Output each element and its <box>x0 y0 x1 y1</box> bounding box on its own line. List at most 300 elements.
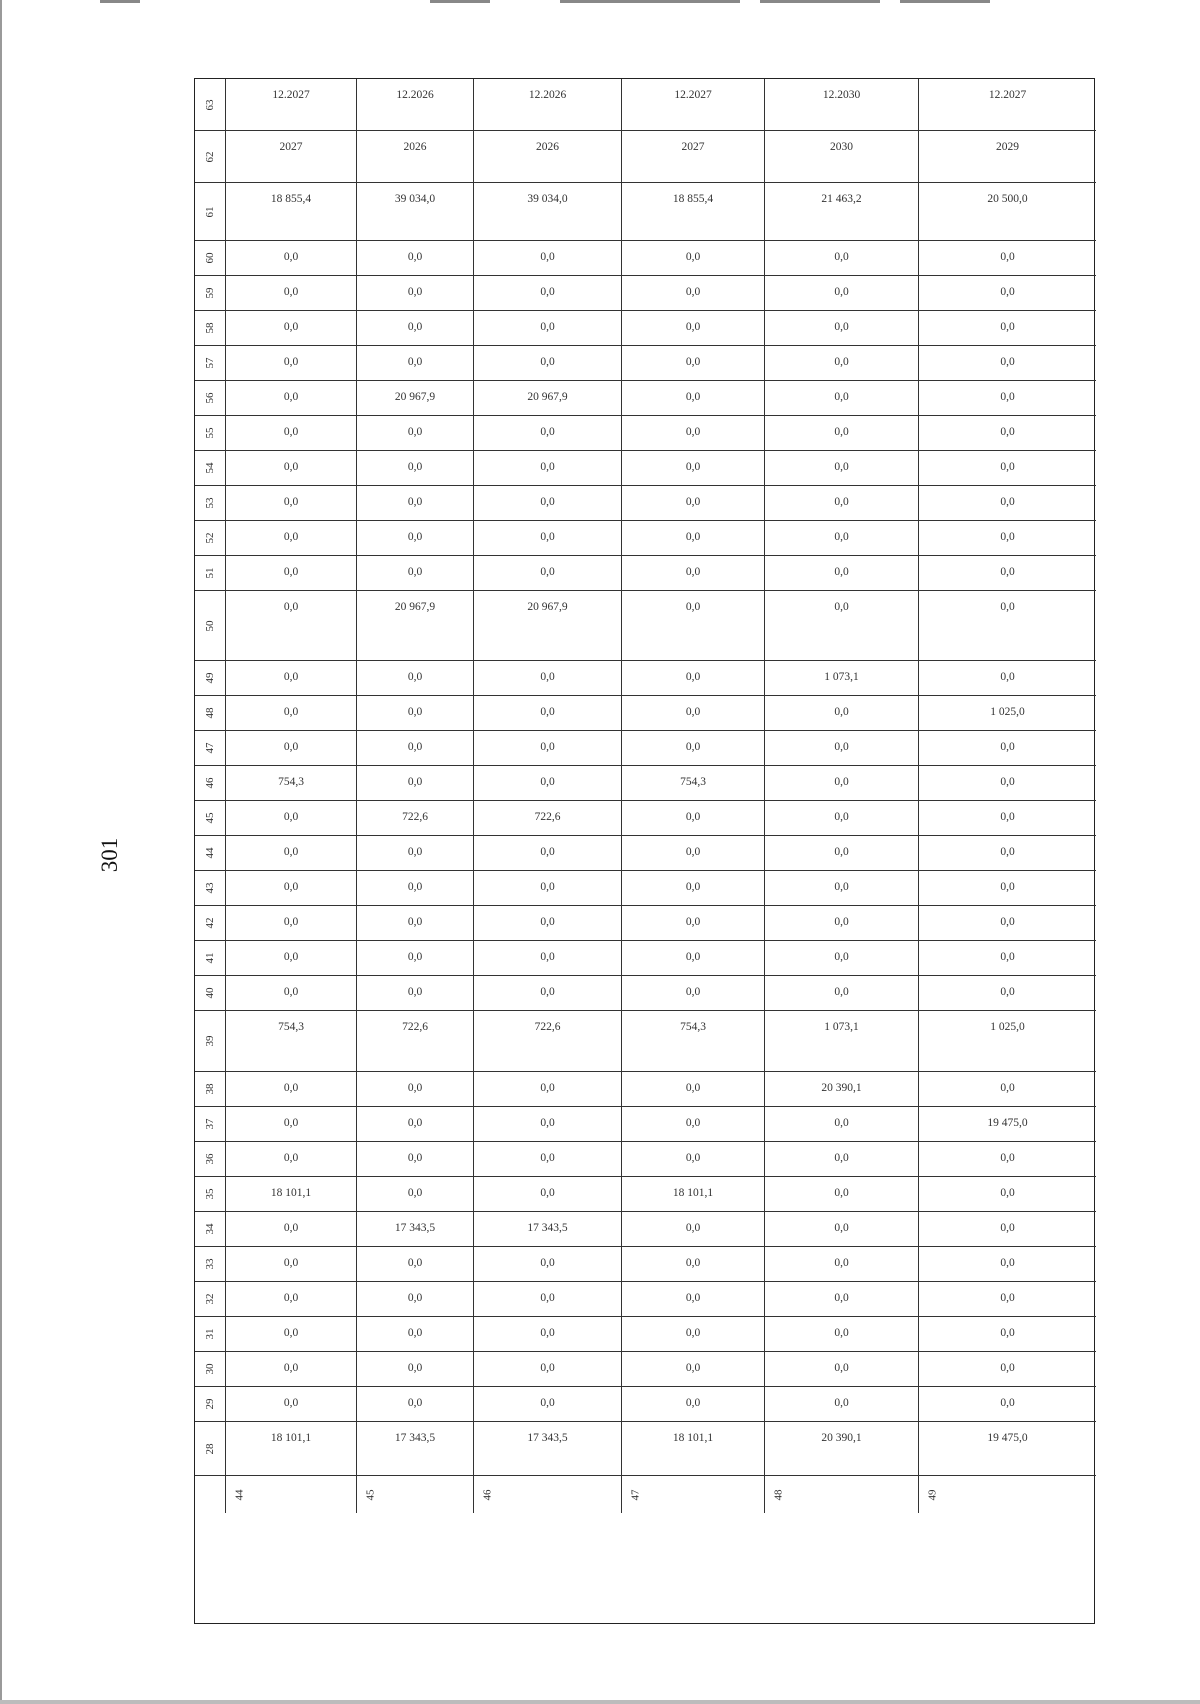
page-edge-left <box>0 0 2 1704</box>
table-cell: 0,0 <box>357 276 474 311</box>
table-cell: 18 101,1 <box>226 1422 357 1476</box>
table-cell: 0,0 <box>622 486 765 521</box>
table-cell: 0,0 <box>474 836 622 871</box>
table-cell: 0,0 <box>765 696 919 731</box>
table-cell: 0,0 <box>622 346 765 381</box>
table-cell: 20 390,1 <box>765 1072 919 1107</box>
table-cell: 0,0 <box>765 766 919 801</box>
table-cell: 0,0 <box>357 766 474 801</box>
table-cell: 0,0 <box>765 801 919 836</box>
row-label-cell <box>195 1011 226 1072</box>
table-cell: 12.2026 <box>357 79 474 131</box>
row-label: 45 <box>204 812 216 824</box>
table-cell: 0,0 <box>919 836 1096 871</box>
table-cell: 0,0 <box>622 241 765 276</box>
table-cell: 0,0 <box>226 591 357 661</box>
table-cell: 0,0 <box>765 1247 919 1282</box>
table-cell: 0,0 <box>226 1352 357 1387</box>
table-cell: 0,0 <box>765 416 919 451</box>
table-cell: 0,0 <box>226 801 357 836</box>
row-label: 31 <box>204 1328 216 1340</box>
table-cell: 0,0 <box>919 556 1096 591</box>
table-cell: 0,0 <box>765 1177 919 1212</box>
table-cell: 0,0 <box>919 241 1096 276</box>
row-label-cell <box>195 696 226 731</box>
table-cell: 0,0 <box>919 1352 1096 1387</box>
table-cell: 2027 <box>622 131 765 183</box>
table-cell: 0,0 <box>474 976 622 1011</box>
table-cell: 0,0 <box>919 1387 1096 1422</box>
table-cell: 0,0 <box>765 591 919 661</box>
table-cell: 17 343,5 <box>474 1422 622 1476</box>
table-cell: 0,0 <box>474 556 622 591</box>
table-cell: 0,0 <box>919 276 1096 311</box>
row-label-cell <box>195 731 226 766</box>
table-cell: 18 855,4 <box>226 183 357 241</box>
table-cell: 0,0 <box>226 1387 357 1422</box>
table-cell: 0,0 <box>765 1352 919 1387</box>
table-cell: 0,0 <box>622 1282 765 1317</box>
table-cell: 0,0 <box>919 1142 1096 1177</box>
row-label-cell <box>195 346 226 381</box>
table-cell: 0,0 <box>765 276 919 311</box>
table-cell: 17 343,5 <box>357 1422 474 1476</box>
table-cell: 0,0 <box>226 311 357 346</box>
row-label-cell <box>195 79 226 131</box>
table-cell: 2026 <box>474 131 622 183</box>
table-cell: 2029 <box>919 131 1096 183</box>
row-label: 62 <box>204 151 216 162</box>
table-cell: 0,0 <box>622 836 765 871</box>
table-cell: 0,0 <box>474 241 622 276</box>
row-label: 47 <box>204 742 216 754</box>
footer-column-number: 44 <box>233 1489 246 1500</box>
row-label-cell <box>195 556 226 591</box>
row-label-cell <box>195 1107 226 1142</box>
table-cell: 0,0 <box>919 1317 1096 1352</box>
row-label-cell <box>195 486 226 521</box>
table-cell: 0,0 <box>357 1107 474 1142</box>
table-cell: 0,0 <box>919 1282 1096 1317</box>
table-cell: 0,0 <box>765 976 919 1011</box>
row-label: 53 <box>204 497 216 509</box>
row-label: 58 <box>204 322 216 334</box>
table-cell: 0,0 <box>357 661 474 696</box>
table-cell: 0,0 <box>622 731 765 766</box>
table-cell: 0,0 <box>357 1317 474 1352</box>
table-cell: 20 967,9 <box>357 381 474 416</box>
table-cell: 0,0 <box>622 976 765 1011</box>
row-label: 61 <box>204 206 216 217</box>
row-label: 50 <box>204 620 216 631</box>
table-cell: 0,0 <box>765 941 919 976</box>
table-cell: 0,0 <box>474 1352 622 1387</box>
row-label-cell <box>195 976 226 1011</box>
row-label: 63 <box>204 99 216 110</box>
row-label-cell <box>195 906 226 941</box>
table-cell: 0,0 <box>622 1317 765 1352</box>
footer-column-number: 48 <box>772 1489 785 1500</box>
table-cell: 0,0 <box>919 871 1096 906</box>
table-cell: 0,0 <box>765 906 919 941</box>
row-label: 36 <box>204 1153 216 1165</box>
row-label-cell <box>195 1212 226 1247</box>
row-label-cell <box>195 276 226 311</box>
table-cell: 0,0 <box>474 1177 622 1212</box>
table-cell: 0,0 <box>226 941 357 976</box>
table-cell: 0,0 <box>474 1072 622 1107</box>
table-cell: 0,0 <box>919 486 1096 521</box>
row-label-cell <box>195 871 226 906</box>
row-label: 43 <box>204 882 216 894</box>
table-cell: 0,0 <box>357 416 474 451</box>
table-cell: 0,0 <box>357 836 474 871</box>
table-cell: 0,0 <box>622 1072 765 1107</box>
table-cell: 0,0 <box>226 486 357 521</box>
table-cell: 0,0 <box>226 661 357 696</box>
table-cell: 0,0 <box>622 1352 765 1387</box>
table-cell: 754,3 <box>622 766 765 801</box>
row-label-cell <box>195 1422 226 1476</box>
table-cell: 0,0 <box>765 521 919 556</box>
table-cell: 0,0 <box>357 906 474 941</box>
row-label: 34 <box>204 1223 216 1235</box>
footer-column-number: 45 <box>364 1489 377 1500</box>
row-label-cell <box>195 1177 226 1212</box>
data-table <box>194 78 1095 1624</box>
table-cell: 0,0 <box>765 241 919 276</box>
table-cell: 0,0 <box>622 521 765 556</box>
footer-column-cell <box>474 1476 622 1513</box>
table-cell: 0,0 <box>474 1142 622 1177</box>
table-cell: 0,0 <box>474 1247 622 1282</box>
page-edge-bottom <box>0 1700 1200 1704</box>
table-cell: 0,0 <box>357 486 474 521</box>
row-label-cell <box>195 591 226 661</box>
table-cell: 0,0 <box>622 276 765 311</box>
row-label: 42 <box>204 917 216 929</box>
table-cell: 0,0 <box>919 346 1096 381</box>
table-cell: 722,6 <box>474 801 622 836</box>
row-label: 28 <box>204 1443 216 1454</box>
table-cell: 0,0 <box>765 1142 919 1177</box>
row-label: 33 <box>204 1258 216 1270</box>
table-cell: 0,0 <box>919 1212 1096 1247</box>
row-label: 35 <box>204 1188 216 1200</box>
row-label-cell <box>195 836 226 871</box>
footer-blank-cell <box>195 1476 226 1513</box>
table-cell: 0,0 <box>919 591 1096 661</box>
table-cell: 0,0 <box>622 696 765 731</box>
row-label-cell <box>195 1247 226 1282</box>
table-cell: 0,0 <box>357 1177 474 1212</box>
table-cell: 39 034,0 <box>357 183 474 241</box>
table-cell: 0,0 <box>765 1387 919 1422</box>
row-label-cell <box>195 416 226 451</box>
table-cell: 754,3 <box>622 1011 765 1072</box>
table-cell: 0,0 <box>919 1247 1096 1282</box>
table-cell: 20 967,9 <box>357 591 474 661</box>
table-cell: 0,0 <box>226 1212 357 1247</box>
table-cell: 0,0 <box>357 696 474 731</box>
table-cell: 20 500,0 <box>919 183 1096 241</box>
table-cell: 0,0 <box>226 696 357 731</box>
table-cell: 0,0 <box>622 1387 765 1422</box>
table-cell: 0,0 <box>765 1282 919 1317</box>
table-cell: 722,6 <box>357 801 474 836</box>
table-cell: 0,0 <box>474 346 622 381</box>
footer-column-cell <box>919 1476 1096 1513</box>
row-label-cell <box>195 1142 226 1177</box>
table-cell: 0,0 <box>474 451 622 486</box>
table-cell: 20 390,1 <box>765 1422 919 1476</box>
table-cell: 18 101,1 <box>622 1177 765 1212</box>
table-cell: 20 967,9 <box>474 381 622 416</box>
table-cell: 0,0 <box>226 276 357 311</box>
table-cell: 0,0 <box>357 346 474 381</box>
table-cell: 1 025,0 <box>919 696 1096 731</box>
table-cell: 0,0 <box>622 381 765 416</box>
table-cell: 0,0 <box>919 1072 1096 1107</box>
table-cell: 754,3 <box>226 1011 357 1072</box>
table-cell: 12.2027 <box>919 79 1096 131</box>
page-number: 301 <box>97 837 122 873</box>
table-cell: 0,0 <box>919 906 1096 941</box>
table-cell: 0,0 <box>622 311 765 346</box>
table-cell: 0,0 <box>357 1072 474 1107</box>
table-cell: 0,0 <box>226 731 357 766</box>
table-cell: 0,0 <box>226 556 357 591</box>
table-cell: 0,0 <box>474 521 622 556</box>
table-cell: 0,0 <box>357 451 474 486</box>
table-cell: 1 073,1 <box>765 661 919 696</box>
table-cell: 0,0 <box>474 311 622 346</box>
scan-artifact-top <box>0 0 1200 4</box>
table-cell: 722,6 <box>474 1011 622 1072</box>
table-cell: 0,0 <box>474 416 622 451</box>
table-cell: 0,0 <box>474 871 622 906</box>
row-label-cell <box>195 1317 226 1352</box>
table-cell: 19 475,0 <box>919 1422 1096 1476</box>
table-cell: 0,0 <box>474 1387 622 1422</box>
table-cell: 0,0 <box>919 976 1096 1011</box>
table-cell: 0,0 <box>226 1107 357 1142</box>
row-label-cell <box>195 381 226 416</box>
table-cell: 0,0 <box>919 801 1096 836</box>
row-label: 38 <box>204 1083 216 1095</box>
footer-column-number: 49 <box>926 1489 939 1500</box>
table-cell: 17 343,5 <box>474 1212 622 1247</box>
row-label-cell <box>195 941 226 976</box>
table-cell: 0,0 <box>474 941 622 976</box>
table-cell: 0,0 <box>622 1247 765 1282</box>
row-label-cell <box>195 661 226 696</box>
table-cell: 0,0 <box>919 521 1096 556</box>
table-cell: 39 034,0 <box>474 183 622 241</box>
row-label-cell <box>195 183 226 241</box>
row-label: 40 <box>204 987 216 999</box>
table-cell: 0,0 <box>622 661 765 696</box>
row-label: 48 <box>204 707 216 719</box>
table-cell: 0,0 <box>357 521 474 556</box>
table-cell: 18 101,1 <box>226 1177 357 1212</box>
footer-column-cell <box>622 1476 765 1513</box>
table-cell: 0,0 <box>919 451 1096 486</box>
table-cell: 0,0 <box>919 311 1096 346</box>
table-cell: 0,0 <box>622 941 765 976</box>
table-cell: 0,0 <box>765 731 919 766</box>
table-cell: 19 475,0 <box>919 1107 1096 1142</box>
table-cell: 0,0 <box>765 1212 919 1247</box>
row-label: 54 <box>204 462 216 474</box>
table-cell: 0,0 <box>357 1352 474 1387</box>
table-cell: 0,0 <box>919 731 1096 766</box>
row-label-cell <box>195 521 226 556</box>
footer-column-cell <box>226 1476 357 1513</box>
row-label: 52 <box>204 532 216 544</box>
table-cell: 18 101,1 <box>622 1422 765 1476</box>
table-cell: 0,0 <box>226 871 357 906</box>
table-cell: 0,0 <box>474 1282 622 1317</box>
table-cell: 0,0 <box>357 1142 474 1177</box>
table-cell: 0,0 <box>226 381 357 416</box>
table-cell: 1 025,0 <box>919 1011 1096 1072</box>
row-label-cell <box>195 1387 226 1422</box>
table-cell: 0,0 <box>919 941 1096 976</box>
table-cell: 2030 <box>765 131 919 183</box>
table-cell: 0,0 <box>765 451 919 486</box>
table-cell: 18 855,4 <box>622 183 765 241</box>
table-cell: 0,0 <box>919 381 1096 416</box>
table-cell: 0,0 <box>474 1317 622 1352</box>
table-cell: 0,0 <box>765 1317 919 1352</box>
row-label-cell <box>195 241 226 276</box>
row-label: 44 <box>204 847 216 859</box>
footer-column-number: 46 <box>481 1489 494 1500</box>
row-label: 46 <box>204 777 216 789</box>
table-cell: 0,0 <box>622 556 765 591</box>
row-label-cell <box>195 766 226 801</box>
table-cell: 0,0 <box>919 416 1096 451</box>
table-cell: 0,0 <box>357 731 474 766</box>
table-cell: 0,0 <box>765 836 919 871</box>
table-cell: 0,0 <box>474 486 622 521</box>
row-label-cell <box>195 1072 226 1107</box>
table-cell: 0,0 <box>226 1282 357 1317</box>
table-cell: 0,0 <box>226 416 357 451</box>
table-cell: 0,0 <box>357 976 474 1011</box>
table-cell: 12.2030 <box>765 79 919 131</box>
table-cell: 0,0 <box>226 521 357 556</box>
table-cell: 12.2026 <box>474 79 622 131</box>
table-cell: 21 463,2 <box>765 183 919 241</box>
table-cell: 0,0 <box>474 906 622 941</box>
table-cell: 0,0 <box>622 801 765 836</box>
row-label-cell <box>195 801 226 836</box>
table-cell: 0,0 <box>765 1107 919 1142</box>
table-cell: 0,0 <box>765 486 919 521</box>
table-cell: 2027 <box>226 131 357 183</box>
row-label: 32 <box>204 1293 216 1305</box>
row-label-cell <box>195 131 226 183</box>
table-cell: 0,0 <box>226 1142 357 1177</box>
footer-column-number: 47 <box>629 1489 642 1500</box>
row-label: 39 <box>204 1035 216 1047</box>
table-cell: 0,0 <box>919 1177 1096 1212</box>
table-cell: 0,0 <box>226 1317 357 1352</box>
table-cell: 0,0 <box>357 241 474 276</box>
footer-column-cell <box>765 1476 919 1513</box>
row-label: 41 <box>204 952 216 964</box>
table-cell: 0,0 <box>622 871 765 906</box>
table-cell: 0,0 <box>622 591 765 661</box>
row-label: 55 <box>204 427 216 439</box>
table-cell: 0,0 <box>765 381 919 416</box>
table-cell: 0,0 <box>226 241 357 276</box>
table-cell: 0,0 <box>226 976 357 1011</box>
table-cell: 0,0 <box>357 941 474 976</box>
table-cell: 0,0 <box>765 556 919 591</box>
table-cell: 0,0 <box>226 1072 357 1107</box>
table-cell: 0,0 <box>226 451 357 486</box>
table-cell: 17 343,5 <box>357 1212 474 1247</box>
row-label: 29 <box>204 1398 216 1410</box>
table-cell: 12.2027 <box>622 79 765 131</box>
table-cell: 0,0 <box>622 1107 765 1142</box>
table-cell: 722,6 <box>357 1011 474 1072</box>
table-cell: 1 073,1 <box>765 1011 919 1072</box>
footer-column-cell <box>357 1476 474 1513</box>
table-cell: 0,0 <box>622 1142 765 1177</box>
table-cell: 0,0 <box>474 696 622 731</box>
table-cell: 0,0 <box>474 276 622 311</box>
table-cell: 0,0 <box>765 311 919 346</box>
row-label: 49 <box>204 672 216 684</box>
table-cell: 12.2027 <box>226 79 357 131</box>
table-cell: 0,0 <box>357 1387 474 1422</box>
table-cell: 0,0 <box>226 346 357 381</box>
table-cell: 0,0 <box>919 661 1096 696</box>
row-label: 37 <box>204 1118 216 1130</box>
row-label: 56 <box>204 392 216 404</box>
table-cell: 0,0 <box>474 661 622 696</box>
table-cell: 754,3 <box>226 766 357 801</box>
table-cell: 0,0 <box>474 1107 622 1142</box>
table-cell: 20 967,9 <box>474 591 622 661</box>
table-cell: 0,0 <box>474 766 622 801</box>
table-cell: 0,0 <box>622 1212 765 1247</box>
table-cell: 0,0 <box>357 556 474 591</box>
table-cell: 0,0 <box>357 1247 474 1282</box>
table-cell: 0,0 <box>226 1247 357 1282</box>
table-cell: 0,0 <box>474 731 622 766</box>
table-cell: 0,0 <box>622 906 765 941</box>
table-cell: 0,0 <box>226 836 357 871</box>
table-cell: 0,0 <box>357 311 474 346</box>
table-cell: 0,0 <box>622 416 765 451</box>
row-label: 59 <box>204 287 216 299</box>
table-cell: 0,0 <box>226 906 357 941</box>
row-label-cell <box>195 1282 226 1317</box>
row-label-cell <box>195 451 226 486</box>
table-cell: 0,0 <box>357 1282 474 1317</box>
table-cell: 0,0 <box>765 346 919 381</box>
row-label-cell <box>195 1352 226 1387</box>
table-cell: 0,0 <box>357 871 474 906</box>
table-cell: 0,0 <box>622 451 765 486</box>
row-label: 57 <box>204 357 216 369</box>
table-cell: 0,0 <box>919 766 1096 801</box>
